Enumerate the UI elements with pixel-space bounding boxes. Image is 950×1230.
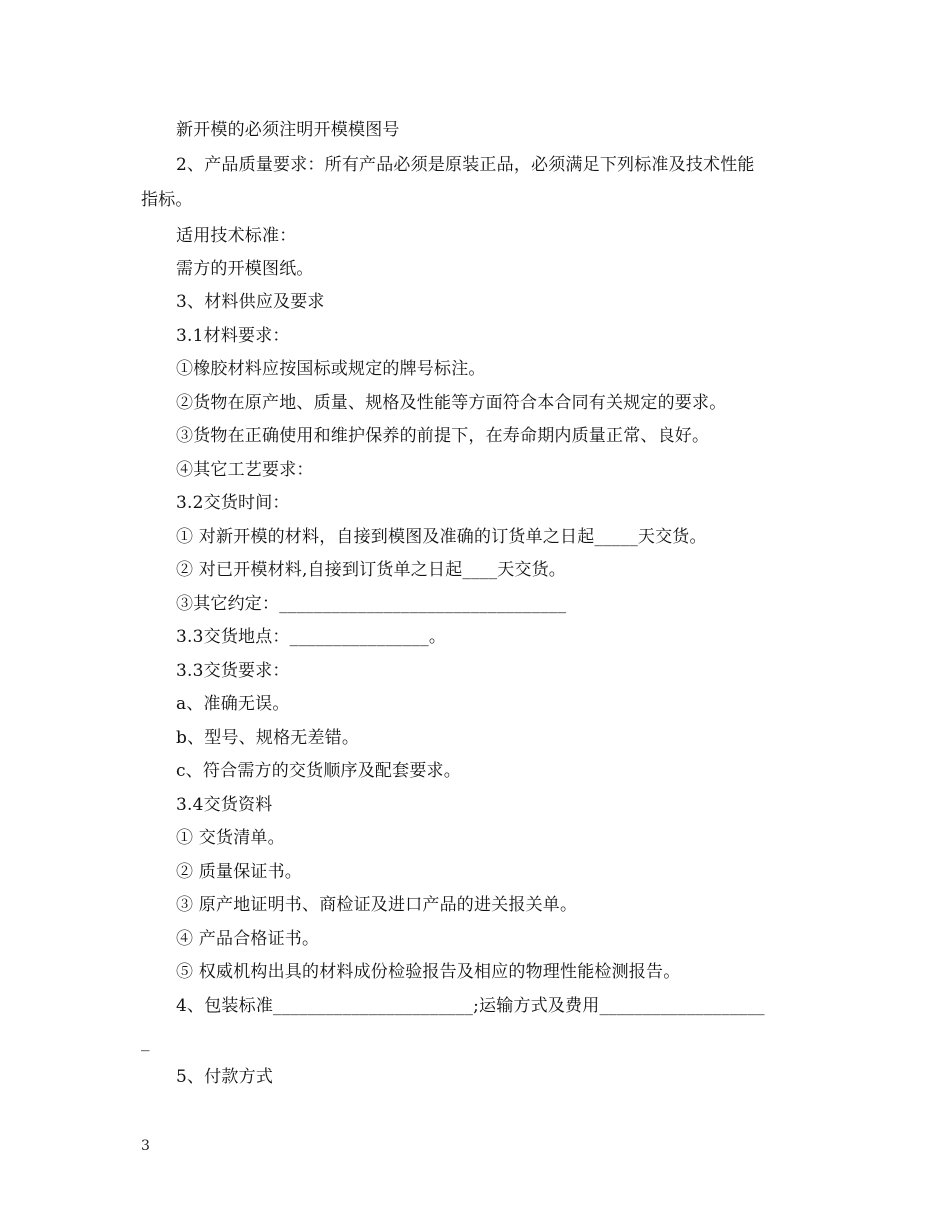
- list-item: ⑤ 权威机构出具的材料成份检验报告及相应的物理性能检测报告。: [176, 962, 681, 982]
- list-item: ④ 产品合格证书。: [176, 929, 320, 949]
- section-heading: 4、包装标准_______________________;运输方式及费用___________________: [176, 996, 765, 1016]
- paragraph-line: 新开模的必须注明开模模图号: [176, 120, 400, 140]
- paragraph-line: 适用技术标准：: [176, 226, 297, 246]
- subsection-heading: 3.4交货资料: [176, 795, 273, 815]
- section-heading: 5、付款方式: [176, 1067, 274, 1087]
- page-number: 3: [141, 1138, 150, 1154]
- paragraph-line: 需方的开模图纸。: [176, 259, 314, 279]
- list-item: ② 对已开模材料,自接到订货单之日起____天交货。: [176, 560, 567, 580]
- list-item: ④其它工艺要求：: [176, 460, 314, 480]
- subsection-heading: 3.2交货时间：: [176, 493, 290, 513]
- subsection-heading: 3.3交货要求：: [176, 661, 290, 681]
- list-item: ③其它约定：_________________________________: [176, 594, 567, 614]
- list-item: ①橡胶材料应按国标或规定的牌号标注。: [176, 359, 486, 379]
- list-item: a、准确无误。: [176, 694, 290, 714]
- section-heading: 3、材料供应及要求: [176, 292, 325, 312]
- subsection-heading: 3.1材料要求：: [176, 326, 290, 346]
- paragraph-line: _: [141, 1032, 150, 1052]
- list-item: ③货物在正确使用和维护保养的前提下，在寿命期内质量正常、良好。: [176, 426, 710, 446]
- paragraph-line: 指标。: [141, 190, 193, 210]
- list-item: ① 对新开模的材料，自接到模图及准确的订货单之日起_____天交货。: [176, 527, 707, 547]
- list-item: ②货物在原产地、质量、规格及性能等方面符合本合同有关规定的要求。: [176, 393, 727, 413]
- list-item: b、型号、规格无差错。: [176, 728, 360, 748]
- subsection-heading: 3.3交货地点：________________。: [176, 627, 447, 647]
- list-item: ① 交货清单。: [176, 828, 285, 848]
- list-item: c、符合需方的交货顺序及配套要求。: [176, 761, 461, 781]
- paragraph-line: 2、产品质量要求：所有产品必须是原装正品，必须满足下列标准及技术性能: [176, 155, 755, 175]
- list-item: ② 质量保证书。: [176, 862, 303, 882]
- list-item: ③ 原产地证明书、商检证及进口产品的进关报关单。: [176, 895, 578, 915]
